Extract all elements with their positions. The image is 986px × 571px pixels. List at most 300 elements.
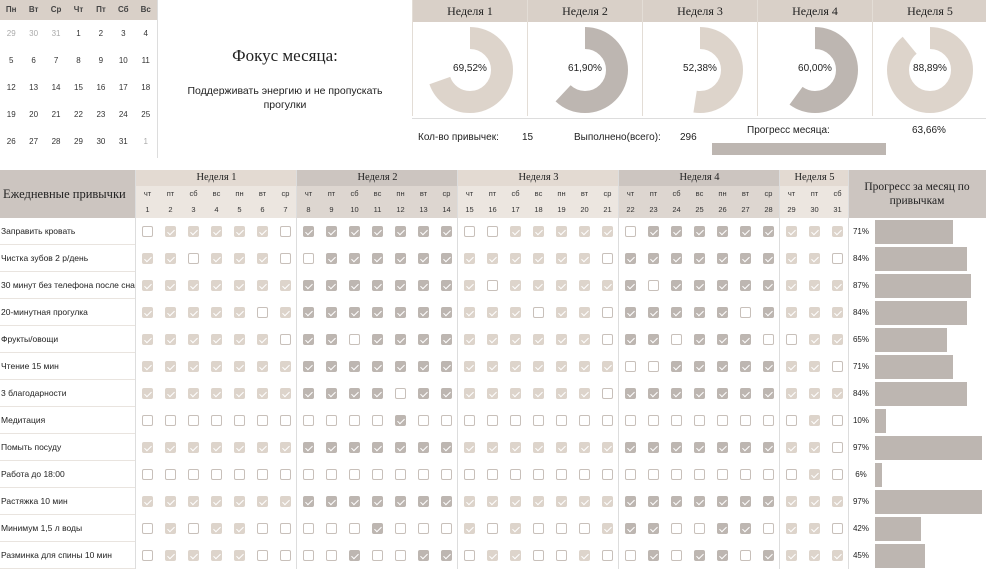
habit-checkbox[interactable] (579, 415, 590, 426)
habit-checkbox[interactable] (303, 334, 314, 345)
habit-checkbox[interactable] (326, 388, 337, 399)
habit-checkbox[interactable] (234, 226, 245, 237)
habit-checkbox[interactable] (464, 523, 475, 534)
habit-checkbox[interactable] (786, 469, 797, 480)
habit-checkbox[interactable] (740, 523, 751, 534)
habit-checkbox[interactable] (395, 361, 406, 372)
habit-checkbox[interactable] (717, 334, 728, 345)
habit-checkbox[interactable] (165, 550, 176, 561)
habit-checkbox[interactable] (234, 496, 245, 507)
habit-checkbox[interactable] (280, 334, 291, 345)
habit-checkbox[interactable] (257, 361, 268, 372)
habit-checkbox[interactable] (165, 334, 176, 345)
habit-checkbox[interactable] (671, 361, 682, 372)
calendar-day[interactable]: 20 (29, 110, 39, 119)
habit-checkbox[interactable] (211, 334, 222, 345)
habit-checkbox[interactable] (395, 550, 406, 561)
habit-checkbox[interactable] (740, 469, 751, 480)
habit-checkbox[interactable] (625, 361, 636, 372)
habit-checkbox[interactable] (303, 469, 314, 480)
habit-checkbox[interactable] (441, 334, 452, 345)
habit-checkbox[interactable] (234, 442, 245, 453)
calendar-day[interactable]: 29 (6, 29, 16, 38)
habit-checkbox[interactable] (717, 280, 728, 291)
habit-checkbox[interactable] (832, 361, 843, 372)
habit-checkbox[interactable] (487, 307, 498, 318)
habit-checkbox[interactable] (280, 550, 291, 561)
habit-checkbox[interactable] (579, 496, 590, 507)
habit-checkbox[interactable] (579, 307, 590, 318)
habit-checkbox[interactable] (832, 307, 843, 318)
habit-checkbox[interactable] (602, 361, 613, 372)
habit-checkbox[interactable] (533, 307, 544, 318)
habit-checkbox[interactable] (510, 442, 521, 453)
habit-checkbox[interactable] (326, 523, 337, 534)
habit-checkbox[interactable] (648, 307, 659, 318)
habit-checkbox[interactable] (257, 442, 268, 453)
habit-checkbox[interactable] (556, 415, 567, 426)
habit-checkbox[interactable] (326, 361, 337, 372)
habit-checkbox[interactable] (257, 253, 268, 264)
habit-checkbox[interactable] (326, 334, 337, 345)
habit-checkbox[interactable] (326, 307, 337, 318)
habit-checkbox[interactable] (648, 415, 659, 426)
habit-checkbox[interactable] (740, 253, 751, 264)
habit-checkbox[interactable] (280, 307, 291, 318)
habit-checkbox[interactable] (602, 523, 613, 534)
calendar-day[interactable]: 12 (6, 83, 16, 92)
habit-checkbox[interactable] (441, 226, 452, 237)
habit-checkbox[interactable] (142, 334, 153, 345)
habit-checkbox[interactable] (487, 415, 498, 426)
habit-checkbox[interactable] (786, 388, 797, 399)
habit-checkbox[interactable] (648, 550, 659, 561)
habit-checkbox[interactable] (395, 253, 406, 264)
habit-checkbox[interactable] (694, 334, 705, 345)
habit-checkbox[interactable] (165, 523, 176, 534)
habit-checkbox[interactable] (165, 442, 176, 453)
calendar-day[interactable]: 13 (29, 83, 39, 92)
habit-checkbox[interactable] (533, 280, 544, 291)
habit-checkbox[interactable] (740, 307, 751, 318)
calendar-day[interactable]: 29 (74, 137, 83, 146)
habit-checkbox[interactable] (257, 334, 268, 345)
habit-checkbox[interactable] (418, 361, 429, 372)
habit-checkbox[interactable] (441, 388, 452, 399)
habit-checkbox[interactable] (142, 442, 153, 453)
habit-checkbox[interactable] (418, 415, 429, 426)
habit-checkbox[interactable] (188, 550, 199, 561)
habit-checkbox[interactable] (625, 226, 636, 237)
habit-checkbox[interactable] (763, 334, 774, 345)
habit-checkbox[interactable] (487, 442, 498, 453)
habit-checkbox[interactable] (487, 253, 498, 264)
habit-checkbox[interactable] (464, 307, 475, 318)
habit-checkbox[interactable] (579, 469, 590, 480)
habit-checkbox[interactable] (556, 496, 567, 507)
habit-checkbox[interactable] (579, 550, 590, 561)
habit-checkbox[interactable] (694, 550, 705, 561)
habit-checkbox[interactable] (418, 523, 429, 534)
habit-checkbox[interactable] (579, 334, 590, 345)
habit-checkbox[interactable] (809, 415, 820, 426)
habit-checkbox[interactable] (441, 550, 452, 561)
habit-checkbox[interactable] (510, 496, 521, 507)
habit-checkbox[interactable] (648, 226, 659, 237)
habit-checkbox[interactable] (832, 280, 843, 291)
habit-checkbox[interactable] (648, 253, 659, 264)
habit-checkbox[interactable] (441, 361, 452, 372)
habit-checkbox[interactable] (257, 415, 268, 426)
habit-checkbox[interactable] (533, 550, 544, 561)
habit-checkbox[interactable] (349, 280, 360, 291)
habit-checkbox[interactable] (487, 496, 498, 507)
habit-checkbox[interactable] (464, 280, 475, 291)
habit-checkbox[interactable] (349, 361, 360, 372)
habit-checkbox[interactable] (510, 469, 521, 480)
habit-checkbox[interactable] (142, 523, 153, 534)
habit-checkbox[interactable] (763, 280, 774, 291)
calendar-day[interactable]: 21 (51, 110, 61, 119)
habit-checkbox[interactable] (326, 280, 337, 291)
habit-checkbox[interactable] (671, 334, 682, 345)
habit-checkbox[interactable] (694, 226, 705, 237)
habit-checkbox[interactable] (372, 550, 383, 561)
calendar-day[interactable]: 3 (121, 29, 126, 38)
habit-checkbox[interactable] (234, 415, 245, 426)
habit-checkbox[interactable] (211, 361, 222, 372)
habit-checkbox[interactable] (441, 307, 452, 318)
habit-checkbox[interactable] (625, 280, 636, 291)
calendar-day[interactable]: 22 (74, 110, 83, 119)
habit-checkbox[interactable] (556, 226, 567, 237)
habit-checkbox[interactable] (165, 361, 176, 372)
habit-checkbox[interactable] (441, 469, 452, 480)
habit-checkbox[interactable] (740, 415, 751, 426)
habit-checkbox[interactable] (694, 253, 705, 264)
calendar-day[interactable]: 5 (8, 56, 14, 65)
habit-checkbox[interactable] (671, 253, 682, 264)
habit-checkbox[interactable] (234, 307, 245, 318)
habit-checkbox[interactable] (372, 307, 383, 318)
habit-checkbox[interactable] (464, 550, 475, 561)
habit-checkbox[interactable] (395, 496, 406, 507)
habit-checkbox[interactable] (188, 415, 199, 426)
habit-checkbox[interactable] (625, 496, 636, 507)
habit-checkbox[interactable] (625, 334, 636, 345)
habit-checkbox[interactable] (694, 496, 705, 507)
habit-checkbox[interactable] (303, 361, 314, 372)
habit-checkbox[interactable] (694, 307, 705, 318)
habit-checkbox[interactable] (533, 496, 544, 507)
habit-checkbox[interactable] (303, 226, 314, 237)
habit-checkbox[interactable] (694, 469, 705, 480)
habit-checkbox[interactable] (280, 469, 291, 480)
habit-checkbox[interactable] (372, 415, 383, 426)
habit-checkbox[interactable] (717, 388, 728, 399)
habit-checkbox[interactable] (602, 253, 613, 264)
habit-checkbox[interactable] (234, 334, 245, 345)
habit-checkbox[interactable] (257, 469, 268, 480)
habit-checkbox[interactable] (372, 253, 383, 264)
calendar-day[interactable]: 11 (141, 56, 150, 65)
habit-checkbox[interactable] (786, 442, 797, 453)
habit-checkbox[interactable] (809, 469, 820, 480)
habit-checkbox[interactable] (326, 496, 337, 507)
habit-checkbox[interactable] (602, 442, 613, 453)
habit-checkbox[interactable] (211, 442, 222, 453)
habit-checkbox[interactable] (648, 280, 659, 291)
habit-checkbox[interactable] (648, 496, 659, 507)
habit-checkbox[interactable] (142, 550, 153, 561)
habit-checkbox[interactable] (395, 334, 406, 345)
habit-checkbox[interactable] (211, 280, 222, 291)
habit-checkbox[interactable] (648, 388, 659, 399)
habit-checkbox[interactable] (533, 361, 544, 372)
habit-checkbox[interactable] (602, 334, 613, 345)
habit-checkbox[interactable] (395, 388, 406, 399)
habit-checkbox[interactable] (717, 469, 728, 480)
habit-checkbox[interactable] (510, 334, 521, 345)
habit-checkbox[interactable] (303, 415, 314, 426)
habit-checkbox[interactable] (142, 388, 153, 399)
habit-checkbox[interactable] (717, 550, 728, 561)
habit-checkbox[interactable] (487, 469, 498, 480)
calendar-day[interactable]: 23 (96, 110, 106, 119)
habit-checkbox[interactable] (441, 496, 452, 507)
habit-checkbox[interactable] (740, 442, 751, 453)
habit-checkbox[interactable] (510, 361, 521, 372)
habit-checkbox[interactable] (602, 388, 613, 399)
habit-checkbox[interactable] (257, 496, 268, 507)
habit-checkbox[interactable] (740, 496, 751, 507)
habit-checkbox[interactable] (188, 280, 199, 291)
habit-checkbox[interactable] (809, 388, 820, 399)
calendar-day[interactable]: 7 (53, 56, 59, 65)
habit-checkbox[interactable] (303, 442, 314, 453)
habit-checkbox[interactable] (372, 442, 383, 453)
habit-checkbox[interactable] (579, 361, 590, 372)
habit-checkbox[interactable] (671, 496, 682, 507)
habit-checkbox[interactable] (188, 226, 199, 237)
habit-checkbox[interactable] (602, 496, 613, 507)
habit-checkbox[interactable] (326, 415, 337, 426)
habit-checkbox[interactable] (165, 496, 176, 507)
habit-checkbox[interactable] (418, 280, 429, 291)
habit-checkbox[interactable] (188, 469, 199, 480)
habit-checkbox[interactable] (556, 523, 567, 534)
habit-checkbox[interactable] (786, 280, 797, 291)
habit-checkbox[interactable] (372, 523, 383, 534)
habit-checkbox[interactable] (487, 388, 498, 399)
habit-checkbox[interactable] (717, 361, 728, 372)
habit-checkbox[interactable] (763, 361, 774, 372)
habit-checkbox[interactable] (280, 415, 291, 426)
habit-checkbox[interactable] (464, 442, 475, 453)
habit-checkbox[interactable] (165, 226, 176, 237)
habit-checkbox[interactable] (809, 523, 820, 534)
habit-checkbox[interactable] (142, 226, 153, 237)
habit-checkbox[interactable] (372, 469, 383, 480)
habit-checkbox[interactable] (763, 442, 774, 453)
habit-checkbox[interactable] (671, 226, 682, 237)
habit-checkbox[interactable] (188, 307, 199, 318)
habit-checkbox[interactable] (533, 388, 544, 399)
calendar-day[interactable]: 28 (51, 137, 61, 146)
calendar-day[interactable]: 24 (118, 110, 128, 119)
habit-checkbox[interactable] (464, 361, 475, 372)
habit-checkbox[interactable] (257, 550, 268, 561)
habit-checkbox[interactable] (464, 469, 475, 480)
habit-checkbox[interactable] (211, 550, 222, 561)
habit-checkbox[interactable] (694, 523, 705, 534)
habit-checkbox[interactable] (556, 442, 567, 453)
habit-checkbox[interactable] (832, 388, 843, 399)
habit-checkbox[interactable] (832, 442, 843, 453)
habit-checkbox[interactable] (809, 334, 820, 345)
habit-checkbox[interactable] (740, 334, 751, 345)
calendar-day[interactable]: 2 (98, 29, 104, 38)
habit-checkbox[interactable] (349, 550, 360, 561)
habit-checkbox[interactable] (303, 280, 314, 291)
habit-checkbox[interactable] (671, 442, 682, 453)
habit-checkbox[interactable] (556, 253, 567, 264)
habit-checkbox[interactable] (234, 523, 245, 534)
habit-checkbox[interactable] (763, 550, 774, 561)
habit-checkbox[interactable] (671, 388, 682, 399)
habit-checkbox[interactable] (832, 226, 843, 237)
habit-checkbox[interactable] (188, 361, 199, 372)
calendar-day[interactable]: 31 (51, 29, 61, 38)
habit-checkbox[interactable] (579, 280, 590, 291)
habit-checkbox[interactable] (234, 280, 245, 291)
habit-checkbox[interactable] (280, 361, 291, 372)
calendar-day[interactable]: 25 (141, 110, 151, 119)
habit-checkbox[interactable] (349, 469, 360, 480)
habit-checkbox[interactable] (211, 469, 222, 480)
habit-checkbox[interactable] (165, 253, 176, 264)
habit-checkbox[interactable] (671, 307, 682, 318)
habit-checkbox[interactable] (671, 469, 682, 480)
habit-checkbox[interactable] (257, 226, 268, 237)
habit-checkbox[interactable] (648, 334, 659, 345)
habit-checkbox[interactable] (372, 334, 383, 345)
habit-checkbox[interactable] (648, 523, 659, 534)
habit-checkbox[interactable] (763, 388, 774, 399)
habit-checkbox[interactable] (211, 388, 222, 399)
habit-checkbox[interactable] (303, 307, 314, 318)
habit-checkbox[interactable] (142, 496, 153, 507)
habit-checkbox[interactable] (257, 307, 268, 318)
habit-checkbox[interactable] (211, 496, 222, 507)
habit-checkbox[interactable] (809, 361, 820, 372)
habit-checkbox[interactable] (211, 226, 222, 237)
calendar-day[interactable]: 19 (6, 110, 16, 119)
habit-checkbox[interactable] (786, 334, 797, 345)
habit-checkbox[interactable] (832, 469, 843, 480)
habit-checkbox[interactable] (165, 307, 176, 318)
habit-checkbox[interactable] (717, 523, 728, 534)
habit-checkbox[interactable] (694, 415, 705, 426)
habit-checkbox[interactable] (464, 226, 475, 237)
habit-checkbox[interactable] (165, 469, 176, 480)
habit-checkbox[interactable] (142, 280, 153, 291)
habit-checkbox[interactable] (280, 442, 291, 453)
habit-checkbox[interactable] (832, 523, 843, 534)
habit-checkbox[interactable] (694, 280, 705, 291)
habit-checkbox[interactable] (671, 280, 682, 291)
habit-checkbox[interactable] (602, 469, 613, 480)
habit-checkbox[interactable] (533, 469, 544, 480)
habit-checkbox[interactable] (464, 496, 475, 507)
habit-checkbox[interactable] (556, 361, 567, 372)
habit-checkbox[interactable] (418, 334, 429, 345)
habit-checkbox[interactable] (280, 280, 291, 291)
habit-checkbox[interactable] (487, 361, 498, 372)
habit-checkbox[interactable] (188, 442, 199, 453)
habit-checkbox[interactable] (464, 253, 475, 264)
habit-checkbox[interactable] (832, 550, 843, 561)
habit-checkbox[interactable] (441, 442, 452, 453)
habit-checkbox[interactable] (418, 469, 429, 480)
habit-checkbox[interactable] (510, 523, 521, 534)
calendar-day[interactable]: 4 (143, 29, 148, 38)
habit-checkbox[interactable] (602, 550, 613, 561)
habit-checkbox[interactable] (648, 469, 659, 480)
habit-checkbox[interactable] (809, 442, 820, 453)
habit-checkbox[interactable] (786, 550, 797, 561)
habit-checkbox[interactable] (694, 361, 705, 372)
habit-checkbox[interactable] (326, 226, 337, 237)
habit-checkbox[interactable] (372, 496, 383, 507)
habit-checkbox[interactable] (763, 523, 774, 534)
habit-checkbox[interactable] (579, 388, 590, 399)
habit-checkbox[interactable] (211, 307, 222, 318)
habit-checkbox[interactable] (717, 442, 728, 453)
habit-checkbox[interactable] (418, 496, 429, 507)
habit-checkbox[interactable] (625, 388, 636, 399)
habit-checkbox[interactable] (464, 334, 475, 345)
habit-checkbox[interactable] (188, 334, 199, 345)
habit-checkbox[interactable] (786, 253, 797, 264)
habit-checkbox[interactable] (372, 226, 383, 237)
habit-checkbox[interactable] (533, 253, 544, 264)
habit-checkbox[interactable] (395, 415, 406, 426)
habit-checkbox[interactable] (717, 226, 728, 237)
habit-checkbox[interactable] (694, 442, 705, 453)
habit-checkbox[interactable] (395, 523, 406, 534)
calendar-day[interactable]: 1 (76, 29, 81, 38)
habit-checkbox[interactable] (510, 550, 521, 561)
habit-checkbox[interactable] (717, 496, 728, 507)
habit-checkbox[interactable] (740, 550, 751, 561)
habit-checkbox[interactable] (809, 307, 820, 318)
habit-checkbox[interactable] (142, 469, 153, 480)
calendar-day[interactable]: 31 (118, 137, 128, 146)
habit-checkbox[interactable] (786, 415, 797, 426)
habit-checkbox[interactable] (487, 523, 498, 534)
habit-checkbox[interactable] (809, 253, 820, 264)
habit-checkbox[interactable] (349, 226, 360, 237)
habit-checkbox[interactable] (487, 550, 498, 561)
habit-checkbox[interactable] (556, 334, 567, 345)
calendar-day[interactable]: 1 (143, 137, 148, 146)
habit-checkbox[interactable] (602, 415, 613, 426)
habit-checkbox[interactable] (533, 226, 544, 237)
habit-checkbox[interactable] (280, 496, 291, 507)
habit-checkbox[interactable] (579, 226, 590, 237)
habit-checkbox[interactable] (349, 523, 360, 534)
